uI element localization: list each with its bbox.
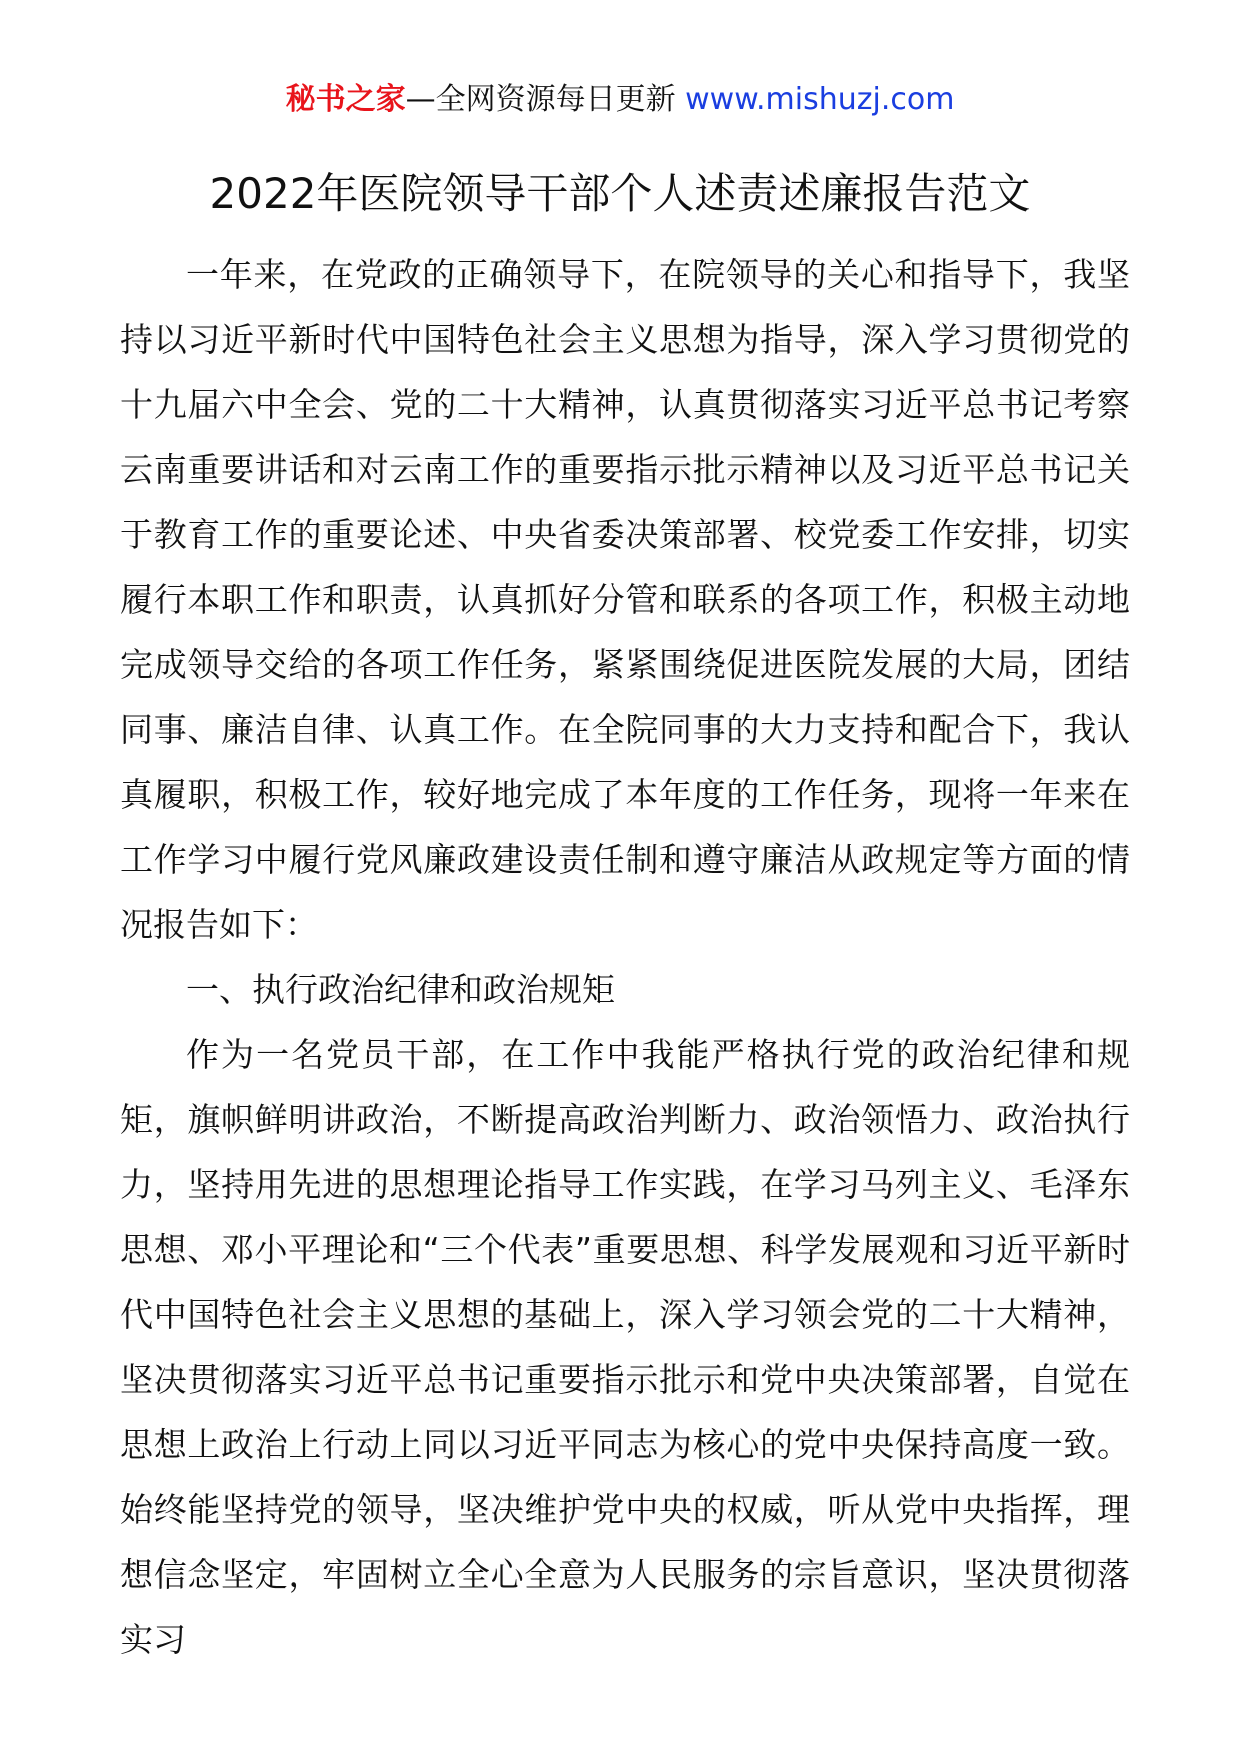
- brand-name: 秘书之家: [285, 82, 406, 117]
- section-paragraph: 作为一名党员干部，在工作中我能严格执行党的政治纪律和规矩，旗帜鲜明讲政治，不断提高政治判断力、政治领悟力、政治执行力，坚持用先进的思想理论指导工作实践，在学习马列主义、毛泽东思想、邓小平理论和“三个代表”重要思想、科学发展观和习近平新时代中国特色社会主义思想的基础上，深入学习领会党的二十大精神，坚决贯彻落实习近平总书记重要指示批示和党中央决策部署，自觉在思想上政治上行动上同以习近平同志为核心的党中央保持高度一致。始终能坚持党的领导，坚决维护党中央的权威，听从党中央指挥，理想信念坚定，牢固树立全心全意为人民服务的宗旨意识，坚决贯彻落实习: [120, 1035, 1130, 1659]
- section-heading: 一、执行政治纪律和政治规矩: [186, 970, 615, 1009]
- document-body: [120, 242, 1130, 1672]
- intro-paragraph: 一年来，在党政的正确领导下，在院领导的关心和指导下，我坚持以习近平新时代中国特色社会主义思想为指导，深入学习贯彻党的十九届六中全会、党的二十大精神，认真贯彻落实习近平总书记考察云南重要讲话和对云南工作的重要指示批示精神以及习近平总书记关于教育工作的重要论述、中央省委决策部署、校党委工作安排，切实履行本职工作和职责，认真抓好分管和联系的各项工作，积极主动地完成领导交给的各项工作任务，紧紧围绕促进医院发展的大局，团结同事、廉洁自律、认真工作。在全院同事的大力支持和配合下，我认真履职，积极工作，较好地完成了本年度的工作任务，现将一年来在工作学习中履行党风廉政建设责任制和遵守廉洁从政规定等方面的情况报告如下：: [120, 255, 1130, 944]
- document-title: 2022年医院领导干部个人述责述廉报告范文: [209, 169, 1031, 218]
- header-tagline: —全网资源每日更新: [405, 82, 686, 117]
- site-url-link[interactable]: www.mishuzj.com: [685, 82, 955, 117]
- site-header: [0, 78, 1240, 122]
